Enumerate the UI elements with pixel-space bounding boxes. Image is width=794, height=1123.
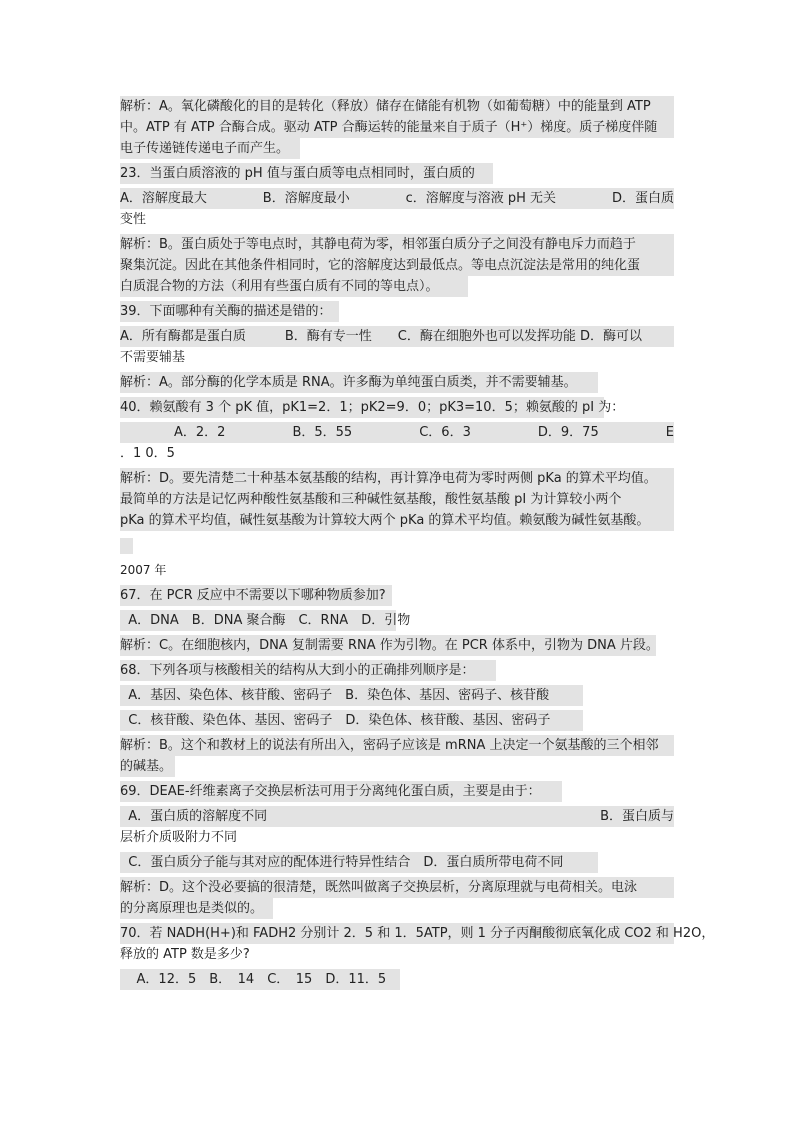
q22-analysis-line-1: 解析：A。氧化磷酸化的目的是转化（释放）储存在储能有机物（如葡萄糖）中的能量到 ATP	[120, 96, 674, 117]
q69-options-2: C．蛋白质分子能与其对应的配体进行特异性结合 D．蛋白质所带电荷不同	[120, 852, 598, 873]
q67-options: A．DNA B．DNA 聚合酶 C．RNA D．引物	[120, 610, 396, 631]
empty-shaded-paragraph	[120, 535, 674, 556]
q68-analysis-line-1: 解析：B。这个和教材上的说法有所出入，密码子应该是 mRNA 上决定一个氨基酸的三个相邻	[120, 735, 674, 756]
q23-analysis-line-3: 白质混合物的方法（利用有些蛋白质有不同的等电点）。	[120, 276, 468, 297]
q40-option-b: B．5．55	[292, 425, 353, 440]
year-heading: 2007 年	[120, 563, 167, 577]
q40-options	[120, 422, 674, 443]
q68-question: 68．下列各项与核酸相关的结构从大到小的正确排列顺序是：	[120, 660, 496, 681]
q39-options-cont: 不需要辅基	[120, 350, 186, 365]
q40-option-c: C．6．3	[419, 425, 471, 440]
q68-options-1: A．基因、染色体、核苷酸、密码子 B．染色体、基因、密码子、核苷酸	[120, 685, 583, 706]
q23-option-a: A．溶解度最大	[120, 191, 207, 206]
q69-analysis-line-1: 解析：D。这个没必要搞的很清楚，既然叫做离子交换层析，分离原理就与电荷相关。电泳	[120, 877, 674, 898]
q68-options-2: C．核苷酸、染色体、基因、密码子 D．染色体、核苷酸、基因、密码子	[120, 710, 583, 731]
q23-analysis-line-1: 解析：B。蛋白质处于等电点时，其静电荷为零，相邻蛋白质分子之间没有静电斥力而趋于	[120, 234, 674, 255]
q69-option-b-cont: 层析介质吸附力不同	[120, 830, 238, 845]
shaded-placeholder	[120, 538, 133, 554]
q69-options-1	[120, 806, 674, 827]
q69-option-a: A．蛋白质的溶解度不同	[120, 809, 268, 824]
q70-question-line-2: 释放的 ATP 数是多少?	[120, 947, 250, 962]
q40-option-a: A．2．2	[174, 425, 226, 440]
q23-option-d-cont: 变性	[120, 212, 147, 227]
q22-analysis-line-3: 电子传递链传递电子而产生。	[120, 138, 300, 159]
q40-analysis-line-1: 解析：D。要先清楚二十种基本氨基酸的结构，再计算净电荷为零时两侧 pKa 的算术平均值。	[120, 468, 674, 489]
q69-option-b: B．蛋白质与	[600, 809, 674, 824]
document-page	[120, 96, 715, 990]
q23-analysis-line-2: 聚集沉淀。因此在其他条件相同时，它的溶解度达到最低点。等电点沉淀法是常用的纯化蛋	[120, 255, 674, 276]
q69-question: 69．DEAE-纤维素离子交换层析法可用于分离纯化蛋白质，主要是由于：	[120, 781, 562, 802]
q67-analysis: 解析：C。在细胞核内，DNA 复制需要 RNA 作为引物。在 PCR 体系中，引物为 DNA 片段。	[120, 635, 656, 656]
q40-option-e-cont: ．1 0．5	[120, 446, 175, 461]
q23-question: 23．当蛋白质溶液的 pH 值与蛋白质等电点相同时，蛋白质的	[120, 163, 493, 184]
q67-question: 67．在 PCR 反应中不需要以下哪种物质参加?	[120, 585, 392, 606]
q68-analysis-line-2: 的碱基。	[120, 756, 175, 777]
q39-analysis: 解析：A。部分酶的化学本质是 RNA。许多酶为单纯蛋白质类，并不需要辅基。	[120, 372, 598, 393]
q40-analysis-line-2: 最简单的方法是记忆两种酸性氨基酸和三种碱性氨基酸，酸性氨基酸 pI 为计算较小两个	[120, 489, 674, 510]
q39-question: 39．下面哪种有关酶的描述是错的：	[120, 301, 339, 322]
q40-option-e: E	[665, 425, 674, 440]
q70-question-line-1: 70．若 NADH(H+)和 FADH2 分别计 2．5 和 1．5ATP，则 1 分子丙酮酸彻底氧化成 CO2 和 H2O，	[120, 923, 674, 944]
q22-analysis-line-2: 中。ATP 有 ATP 合酶合成。驱动 ATP 合酶运转的能量来自于质子（H⁺）梯度。质子梯度伴随	[120, 117, 674, 138]
q40-question: 40．赖氨酸有 3 个 pK 值，pK1=2．1；pK2=9．0；pK3=10．5；赖氨酸的 pI 为：	[120, 397, 604, 418]
q23-option-c: c．溶解度与溶液 pH 无关	[405, 191, 557, 206]
q70-options: A．12．5 B． 14 C． 15 D．11．5	[120, 969, 400, 990]
q23-option-d: D．蛋白质	[611, 191, 674, 206]
q40-analysis-line-3: pKa 的算术平均值，碱性氨基酸为计算较大两个 pKa 的算术平均值。赖氨酸为碱性氨基酸。	[120, 510, 674, 531]
q23-option-b: B．溶解度最小	[262, 191, 350, 206]
q39-options: A．所有酶都是蛋白质 B．酶有专一性 C．酶在细胞外也可以发挥功能 D．酶可以	[120, 326, 674, 347]
q40-option-d: D．9．75	[537, 425, 599, 440]
q23-options	[120, 188, 674, 209]
q69-analysis-line-2: 的分离原理也是类似的。	[120, 898, 273, 919]
